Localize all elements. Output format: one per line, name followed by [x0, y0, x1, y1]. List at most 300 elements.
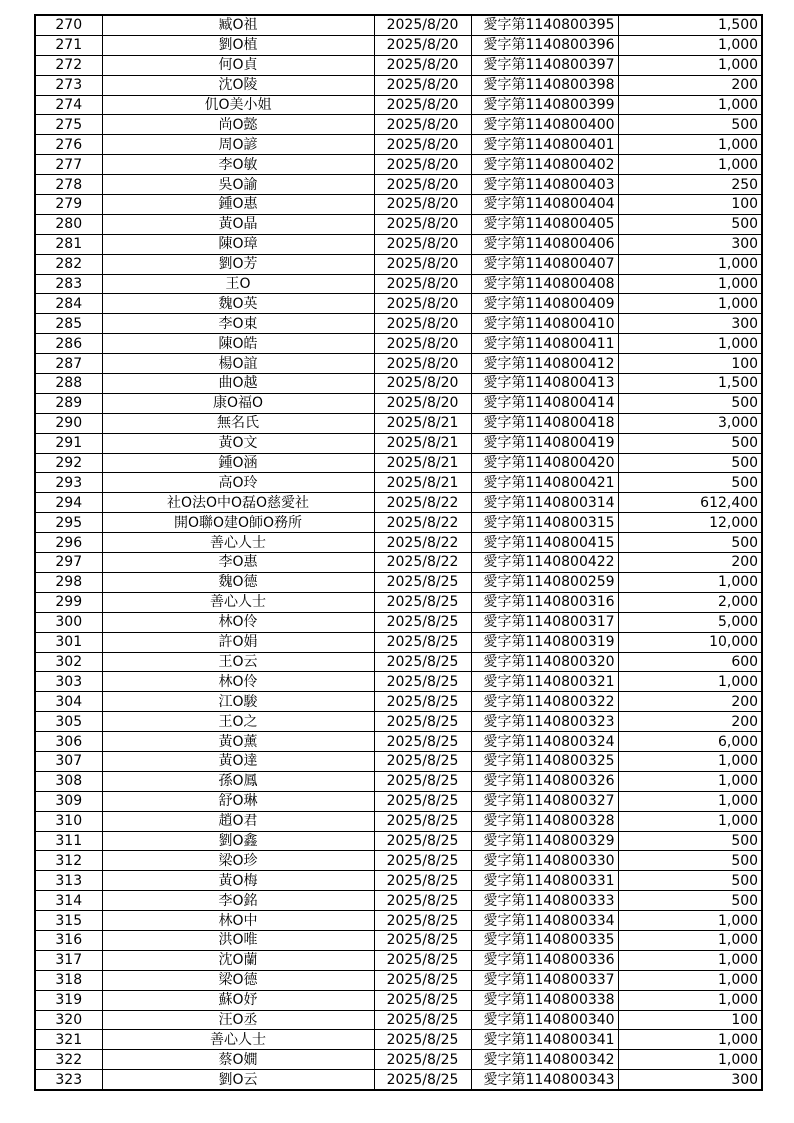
table-row — [35, 55, 762, 75]
donation-date: 2025/8/25 — [374, 831, 471, 851]
donor-name: 何O貞 — [102, 55, 374, 75]
donation-amount: 1,000 — [618, 135, 762, 155]
table-row — [35, 513, 762, 533]
donation-date: 2025/8/20 — [374, 294, 471, 314]
receipt-number: 愛字第1140800336 — [471, 950, 618, 970]
table-row — [35, 135, 762, 155]
table-row — [35, 533, 762, 553]
donor-name: 無名氏 — [102, 413, 374, 433]
table-row — [35, 214, 762, 234]
row-number: 274 — [35, 95, 102, 115]
row-number: 283 — [35, 274, 102, 294]
receipt-number: 愛字第1140800398 — [471, 75, 618, 95]
row-number: 313 — [35, 871, 102, 891]
donor-name: 王O之 — [102, 712, 374, 732]
donor-name: 趙O君 — [102, 811, 374, 831]
receipt-number: 愛字第1140800331 — [471, 871, 618, 891]
table-row — [35, 891, 762, 911]
donor-name: 黃O梅 — [102, 871, 374, 891]
row-number: 297 — [35, 553, 102, 573]
donor-name: 鍾O涵 — [102, 453, 374, 473]
table-row — [35, 732, 762, 752]
table-row — [35, 612, 762, 632]
donor-name: 楊O誼 — [102, 354, 374, 374]
donor-name: 社O法O中O磊O慈愛社 — [102, 493, 374, 513]
row-number: 321 — [35, 1030, 102, 1050]
row-number: 323 — [35, 1070, 102, 1090]
donation-amount: 1,000 — [618, 572, 762, 592]
donor-name: 仉O美小姐 — [102, 95, 374, 115]
donor-name: 劉O植 — [102, 35, 374, 55]
table-row — [35, 632, 762, 652]
donor-name: 王O云 — [102, 652, 374, 672]
receipt-number: 愛字第1140800411 — [471, 334, 618, 354]
donation-amount: 1,000 — [618, 950, 762, 970]
row-number: 289 — [35, 393, 102, 413]
donation-date: 2025/8/22 — [374, 493, 471, 513]
receipt-number: 愛字第1140800334 — [471, 911, 618, 931]
donor-name: 黃O薰 — [102, 732, 374, 752]
table-row — [35, 911, 762, 931]
table-row — [35, 354, 762, 374]
table-row — [35, 811, 762, 831]
donation-amount: 1,000 — [618, 334, 762, 354]
receipt-number: 愛字第1140800407 — [471, 254, 618, 274]
donor-name: 李O東 — [102, 314, 374, 334]
table-row — [35, 712, 762, 732]
row-number: 290 — [35, 413, 102, 433]
receipt-number: 愛字第1140800396 — [471, 35, 618, 55]
row-number: 296 — [35, 533, 102, 553]
donor-name: 李O銘 — [102, 891, 374, 911]
row-number: 298 — [35, 572, 102, 592]
donation-amount: 500 — [618, 891, 762, 911]
donation-date: 2025/8/21 — [374, 473, 471, 493]
table-row — [35, 990, 762, 1010]
receipt-number: 愛字第1140800327 — [471, 791, 618, 811]
donation-amount: 1,500 — [618, 374, 762, 394]
donor-name: 舒O琳 — [102, 791, 374, 811]
donation-date: 2025/8/20 — [374, 254, 471, 274]
donation-date: 2025/8/25 — [374, 751, 471, 771]
receipt-number: 愛字第1140800319 — [471, 632, 618, 652]
row-number: 311 — [35, 831, 102, 851]
table-row — [35, 851, 762, 871]
table-row — [35, 672, 762, 692]
donor-name: 林O中 — [102, 911, 374, 931]
donation-date: 2025/8/25 — [374, 712, 471, 732]
row-number: 300 — [35, 612, 102, 632]
donor-name: 高O玲 — [102, 473, 374, 493]
table-row — [35, 254, 762, 274]
receipt-number: 愛字第1140800415 — [471, 533, 618, 553]
donation-amount: 500 — [618, 433, 762, 453]
donation-date: 2025/8/25 — [374, 592, 471, 612]
receipt-number: 愛字第1140800399 — [471, 95, 618, 115]
donation-date: 2025/8/20 — [374, 374, 471, 394]
table-row — [35, 413, 762, 433]
donation-amount: 1,000 — [618, 95, 762, 115]
donor-name: 林O伶 — [102, 672, 374, 692]
donation-amount: 1,000 — [618, 791, 762, 811]
donation-date: 2025/8/20 — [374, 15, 471, 35]
row-number: 282 — [35, 254, 102, 274]
donation-amount: 1,000 — [618, 751, 762, 771]
row-number: 291 — [35, 433, 102, 453]
donor-name: 王O — [102, 274, 374, 294]
donor-name: 魏O英 — [102, 294, 374, 314]
receipt-number: 愛字第1140800421 — [471, 473, 618, 493]
donation-date: 2025/8/25 — [374, 911, 471, 931]
receipt-number: 愛字第1140800326 — [471, 771, 618, 791]
receipt-number: 愛字第1140800418 — [471, 413, 618, 433]
table-row — [35, 95, 762, 115]
donor-name: 吳O諭 — [102, 175, 374, 195]
donation-amount: 500 — [618, 533, 762, 553]
donation-amount: 10,000 — [618, 632, 762, 652]
donation-date: 2025/8/22 — [374, 533, 471, 553]
row-number: 271 — [35, 35, 102, 55]
receipt-number: 愛字第1140800402 — [471, 155, 618, 175]
row-number: 312 — [35, 851, 102, 871]
donation-table — [34, 14, 763, 1091]
receipt-number: 愛字第1140800333 — [471, 891, 618, 911]
row-number: 275 — [35, 115, 102, 135]
row-number: 309 — [35, 791, 102, 811]
row-number: 308 — [35, 771, 102, 791]
donation-date: 2025/8/20 — [374, 55, 471, 75]
donor-name: 梁O珍 — [102, 851, 374, 871]
donation-amount: 1,000 — [618, 1030, 762, 1050]
donor-name: 康O福O — [102, 393, 374, 413]
donor-name: 尚O懿 — [102, 115, 374, 135]
receipt-number: 愛字第1140800338 — [471, 990, 618, 1010]
row-number: 294 — [35, 493, 102, 513]
donation-amount: 1,000 — [618, 930, 762, 950]
donation-date: 2025/8/20 — [374, 155, 471, 175]
table-row — [35, 871, 762, 891]
row-number: 320 — [35, 1010, 102, 1030]
table-row — [35, 831, 762, 851]
donation-date: 2025/8/20 — [374, 75, 471, 95]
row-number: 295 — [35, 513, 102, 533]
row-number: 316 — [35, 930, 102, 950]
donation-date: 2025/8/22 — [374, 513, 471, 533]
donor-name: 劉O云 — [102, 1070, 374, 1090]
donation-amount: 1,000 — [618, 970, 762, 990]
donation-amount: 1,000 — [618, 811, 762, 831]
donor-name: 黃O達 — [102, 751, 374, 771]
receipt-number: 愛字第1140800316 — [471, 592, 618, 612]
donation-date: 2025/8/25 — [374, 791, 471, 811]
donation-amount: 250 — [618, 175, 762, 195]
donation-date: 2025/8/20 — [374, 334, 471, 354]
donor-name: 善心人士 — [102, 1030, 374, 1050]
table-row — [35, 453, 762, 473]
row-number: 288 — [35, 374, 102, 394]
table-row — [35, 195, 762, 215]
receipt-number: 愛字第1140800422 — [471, 553, 618, 573]
row-number: 286 — [35, 334, 102, 354]
table-row — [35, 393, 762, 413]
donation-date: 2025/8/20 — [374, 214, 471, 234]
table-row — [35, 572, 762, 592]
table-row — [35, 592, 762, 612]
donation-amount: 2,000 — [618, 592, 762, 612]
donor-name: 蔡O嫺 — [102, 1050, 374, 1070]
row-number: 293 — [35, 473, 102, 493]
receipt-number: 愛字第1140800340 — [471, 1010, 618, 1030]
donor-name: 蘇O妤 — [102, 990, 374, 1010]
table-row — [35, 771, 762, 791]
table-row — [35, 334, 762, 354]
table-row — [35, 751, 762, 771]
table-row — [35, 970, 762, 990]
table-row — [35, 274, 762, 294]
donation-date: 2025/8/25 — [374, 771, 471, 791]
table-row — [35, 1010, 762, 1030]
table-row — [35, 493, 762, 513]
row-number: 285 — [35, 314, 102, 334]
donor-name: 開O聯O建O師O務所 — [102, 513, 374, 533]
donation-date: 2025/8/20 — [374, 195, 471, 215]
receipt-number: 愛字第1140800322 — [471, 692, 618, 712]
receipt-number: 愛字第1140800342 — [471, 1050, 618, 1070]
donation-date: 2025/8/21 — [374, 433, 471, 453]
receipt-number: 愛字第1140800335 — [471, 930, 618, 950]
donor-name: 周O諺 — [102, 135, 374, 155]
donation-amount: 500 — [618, 115, 762, 135]
row-number: 280 — [35, 214, 102, 234]
donation-amount: 100 — [618, 354, 762, 374]
donation-date: 2025/8/25 — [374, 652, 471, 672]
row-number: 319 — [35, 990, 102, 1010]
donation-date: 2025/8/25 — [374, 811, 471, 831]
donation-amount: 1,000 — [618, 672, 762, 692]
donation-amount: 6,000 — [618, 732, 762, 752]
donor-name: 洪O唯 — [102, 930, 374, 950]
donor-name: 善心人士 — [102, 592, 374, 612]
donation-date: 2025/8/25 — [374, 851, 471, 871]
donor-name: 魏O德 — [102, 572, 374, 592]
table-row — [35, 433, 762, 453]
donation-amount: 1,000 — [618, 55, 762, 75]
row-number: 272 — [35, 55, 102, 75]
row-number: 322 — [35, 1050, 102, 1070]
donor-name: 黃O文 — [102, 433, 374, 453]
row-number: 292 — [35, 453, 102, 473]
donation-amount: 1,000 — [618, 990, 762, 1010]
receipt-number: 愛字第1140800341 — [471, 1030, 618, 1050]
row-number: 284 — [35, 294, 102, 314]
donor-name: 沈O陵 — [102, 75, 374, 95]
donation-amount: 300 — [618, 314, 762, 334]
donation-date: 2025/8/20 — [374, 95, 471, 115]
receipt-number: 愛字第1140800324 — [471, 732, 618, 752]
table-row — [35, 175, 762, 195]
table-row — [35, 553, 762, 573]
table-row — [35, 791, 762, 811]
receipt-number: 愛字第1140800413 — [471, 374, 618, 394]
row-number: 310 — [35, 811, 102, 831]
donor-name: 曲O越 — [102, 374, 374, 394]
donor-name: 汪O丞 — [102, 1010, 374, 1030]
donor-name: 臧O祖 — [102, 15, 374, 35]
receipt-number: 愛字第1140800408 — [471, 274, 618, 294]
donation-date: 2025/8/20 — [374, 274, 471, 294]
donation-amount: 5,000 — [618, 612, 762, 632]
table-row — [35, 1070, 762, 1090]
donation-date: 2025/8/20 — [374, 175, 471, 195]
row-number: 314 — [35, 891, 102, 911]
row-number: 318 — [35, 970, 102, 990]
donor-name: 善心人士 — [102, 533, 374, 553]
row-number: 304 — [35, 692, 102, 712]
donor-name: 黃O晶 — [102, 214, 374, 234]
donor-name: 李O敏 — [102, 155, 374, 175]
row-number: 302 — [35, 652, 102, 672]
receipt-number: 愛字第1140800343 — [471, 1070, 618, 1090]
donor-name: 梁O德 — [102, 970, 374, 990]
donor-name: 陳O皓 — [102, 334, 374, 354]
donor-name: 林O伶 — [102, 612, 374, 632]
row-number: 305 — [35, 712, 102, 732]
receipt-number: 愛字第1140800321 — [471, 672, 618, 692]
row-number: 299 — [35, 592, 102, 612]
donation-amount: 500 — [618, 214, 762, 234]
donor-name: 陳O璋 — [102, 234, 374, 254]
donation-date: 2025/8/25 — [374, 950, 471, 970]
receipt-number: 愛字第1140800400 — [471, 115, 618, 135]
receipt-number: 愛字第1140800328 — [471, 811, 618, 831]
row-number: 276 — [35, 135, 102, 155]
table-row — [35, 35, 762, 55]
donation-date: 2025/8/25 — [374, 632, 471, 652]
donor-name: 沈O蘭 — [102, 950, 374, 970]
donation-date: 2025/8/25 — [374, 1030, 471, 1050]
table-row — [35, 294, 762, 314]
donation-amount: 3,000 — [618, 413, 762, 433]
row-number: 287 — [35, 354, 102, 374]
donation-date: 2025/8/20 — [374, 234, 471, 254]
donation-table-body — [35, 15, 762, 1090]
donor-name: 江O駿 — [102, 692, 374, 712]
row-number: 279 — [35, 195, 102, 215]
row-number: 301 — [35, 632, 102, 652]
donation-amount: 100 — [618, 1010, 762, 1030]
donation-date: 2025/8/25 — [374, 990, 471, 1010]
donation-date: 2025/8/25 — [374, 612, 471, 632]
row-number: 307 — [35, 751, 102, 771]
row-number: 270 — [35, 15, 102, 35]
donation-date: 2025/8/20 — [374, 35, 471, 55]
table-row — [35, 950, 762, 970]
donation-date: 2025/8/20 — [374, 393, 471, 413]
donation-amount: 600 — [618, 652, 762, 672]
donor-name: 許O娟 — [102, 632, 374, 652]
donation-date: 2025/8/25 — [374, 891, 471, 911]
donation-amount: 612,400 — [618, 493, 762, 513]
receipt-number: 愛字第1140800325 — [471, 751, 618, 771]
table-row — [35, 75, 762, 95]
donation-date: 2025/8/25 — [374, 1050, 471, 1070]
donor-name: 孫O鳳 — [102, 771, 374, 791]
donation-amount: 1,000 — [618, 1050, 762, 1070]
receipt-number: 愛字第1140800395 — [471, 15, 618, 35]
donation-date: 2025/8/21 — [374, 453, 471, 473]
donation-date: 2025/8/22 — [374, 553, 471, 573]
receipt-number: 愛字第1140800405 — [471, 214, 618, 234]
donation-date: 2025/8/20 — [374, 314, 471, 334]
receipt-number: 愛字第1140800406 — [471, 234, 618, 254]
receipt-number: 愛字第1140800320 — [471, 652, 618, 672]
donation-date: 2025/8/21 — [374, 413, 471, 433]
receipt-number: 愛字第1140800420 — [471, 453, 618, 473]
donation-date: 2025/8/25 — [374, 970, 471, 990]
donation-amount: 1,000 — [618, 771, 762, 791]
donation-date: 2025/8/25 — [374, 572, 471, 592]
receipt-number: 愛字第1140800329 — [471, 831, 618, 851]
donation-amount: 100 — [618, 195, 762, 215]
donation-amount: 1,000 — [618, 274, 762, 294]
receipt-number: 愛字第1140800401 — [471, 135, 618, 155]
receipt-number: 愛字第1140800412 — [471, 354, 618, 374]
donor-name: 劉O芳 — [102, 254, 374, 274]
receipt-number: 愛字第1140800259 — [471, 572, 618, 592]
donation-amount: 1,000 — [618, 35, 762, 55]
donation-date: 2025/8/20 — [374, 135, 471, 155]
donation-amount: 500 — [618, 393, 762, 413]
donation-date: 2025/8/25 — [374, 871, 471, 891]
receipt-number: 愛字第1140800419 — [471, 433, 618, 453]
row-number: 303 — [35, 672, 102, 692]
receipt-number: 愛字第1140800397 — [471, 55, 618, 75]
table-row — [35, 473, 762, 493]
donation-amount: 500 — [618, 851, 762, 871]
donor-name: 鍾O惠 — [102, 195, 374, 215]
receipt-number: 愛字第1140800330 — [471, 851, 618, 871]
row-number: 277 — [35, 155, 102, 175]
donation-amount: 1,500 — [618, 15, 762, 35]
donation-amount: 500 — [618, 871, 762, 891]
receipt-number: 愛字第1140800414 — [471, 393, 618, 413]
table-row — [35, 115, 762, 135]
donation-amount: 200 — [618, 553, 762, 573]
table-row — [35, 234, 762, 254]
table-row — [35, 155, 762, 175]
donation-amount: 200 — [618, 692, 762, 712]
donation-amount: 300 — [618, 1070, 762, 1090]
table-row — [35, 1050, 762, 1070]
table-row — [35, 15, 762, 35]
row-number: 315 — [35, 911, 102, 931]
donation-amount: 200 — [618, 75, 762, 95]
table-row — [35, 930, 762, 950]
row-number: 278 — [35, 175, 102, 195]
donation-date: 2025/8/25 — [374, 732, 471, 752]
row-number: 317 — [35, 950, 102, 970]
donation-amount: 300 — [618, 234, 762, 254]
receipt-number: 愛字第1140800323 — [471, 712, 618, 732]
donation-amount: 500 — [618, 831, 762, 851]
donation-amount: 500 — [618, 473, 762, 493]
donation-amount: 1,000 — [618, 254, 762, 274]
receipt-number: 愛字第1140800409 — [471, 294, 618, 314]
table-row — [35, 692, 762, 712]
receipt-number: 愛字第1140800317 — [471, 612, 618, 632]
receipt-number: 愛字第1140800404 — [471, 195, 618, 215]
donation-date: 2025/8/25 — [374, 930, 471, 950]
